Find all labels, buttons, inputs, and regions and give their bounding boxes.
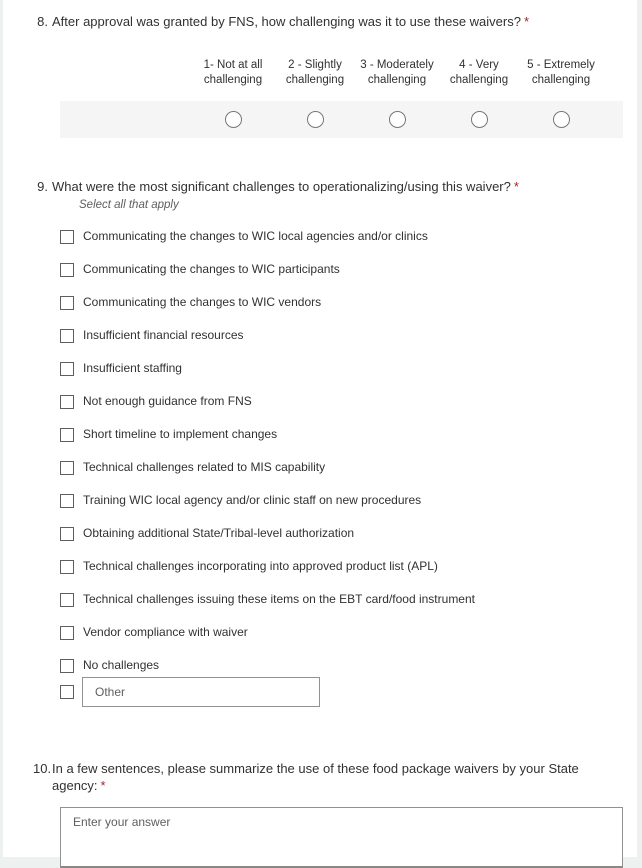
option-label: Technical challenges incorporating into approved product list (APL) (83, 559, 438, 574)
checkbox-options-list (60, 230, 637, 673)
rating-cell-4[interactable] (438, 111, 520, 128)
checkbox-option-row[interactable] (60, 362, 637, 376)
checkbox[interactable] (60, 560, 74, 574)
checkbox-option-row[interactable] (60, 329, 637, 343)
checkbox-option-row[interactable] (60, 395, 637, 409)
rating-header-2: 2 - Slightly challenging (285, 58, 345, 86)
checkbox-option-row[interactable] (60, 593, 637, 607)
checkbox-option-row[interactable] (60, 230, 637, 244)
question-10 (33, 761, 637, 795)
radio-button-4[interactable] (471, 111, 488, 128)
checkbox-option-row[interactable] (60, 461, 637, 475)
checkbox-option-row[interactable] (60, 527, 637, 541)
option-label: Communicating the changes to WIC participants (83, 262, 340, 277)
rating-cell-2[interactable] (274, 111, 356, 128)
required-asterisk: * (513, 178, 519, 194)
rating-cell-5[interactable] (520, 111, 602, 128)
other-text-input[interactable] (82, 677, 320, 707)
question-8-title (52, 14, 529, 31)
option-label: Technical challenges related to MIS capability (83, 460, 326, 475)
question-10-title (52, 761, 597, 795)
option-label: Vendor compliance with waiver (83, 625, 248, 640)
option-label: Obtaining additional State/Tribal-level authorization (83, 526, 355, 541)
checkbox[interactable] (60, 494, 74, 508)
radio-button-5[interactable] (553, 111, 570, 128)
question-9-number: 9. (37, 178, 48, 194)
option-label: Not enough guidance from FNS (83, 394, 252, 409)
checkbox[interactable] (60, 329, 74, 343)
question-10-number: 10. (33, 760, 52, 776)
option-label: Insufficient financial resources (83, 328, 244, 343)
question-9-title-text: What were the most significant challenges to operationalizing/using this waiver? (52, 178, 511, 194)
answer-textarea[interactable] (60, 807, 623, 868)
checkbox[interactable] (60, 428, 74, 442)
question-8-title-text: After approval was granted by FNS, how challenging was it to use these waivers? (52, 14, 521, 29)
checkbox-option-row[interactable] (60, 626, 637, 640)
other-option-row (60, 677, 637, 707)
option-label: No challenges (83, 658, 160, 673)
checkbox[interactable] (60, 659, 74, 673)
checkbox[interactable] (60, 296, 74, 310)
option-label: Technical challenges issuing these items on the EBT card/food instrument (83, 592, 475, 607)
form-card (3, 0, 637, 857)
radio-button-2[interactable] (307, 111, 324, 128)
checkbox-option-row[interactable] (60, 659, 637, 673)
option-label: Communicating the changes to WIC vendors (83, 295, 322, 310)
checkbox[interactable] (60, 263, 74, 277)
required-asterisk: * (523, 14, 530, 29)
checkbox[interactable] (60, 626, 74, 640)
rating-scale-headers (60, 58, 623, 88)
checkbox-option-row[interactable] (60, 494, 637, 508)
rating-header-4: 4 - Very challenging (449, 58, 509, 86)
rating-row (60, 101, 623, 138)
rating-cell-1[interactable] (192, 111, 274, 128)
other-checkbox[interactable] (60, 685, 74, 699)
checkbox[interactable] (60, 527, 74, 541)
option-label: Insufficient staffing (83, 361, 182, 376)
question-10-title-text: In a few sentences, please summarize the use of these food package waivers by your State agency: (52, 760, 579, 793)
checkbox[interactable] (60, 593, 74, 607)
rating-header-spacer (60, 58, 192, 88)
question-9-hint: Select all that apply (79, 198, 179, 211)
rating-header-3: 3 - Moderately challenging (360, 58, 434, 86)
option-label: Training WIC local agency and/or clinic staff on new procedures (83, 493, 422, 508)
checkbox-option-row[interactable] (60, 560, 637, 574)
checkbox-option-row[interactable] (60, 428, 637, 442)
radio-button-1[interactable] (225, 111, 242, 128)
option-label: Communicating the changes to WIC local agencies and/or clinics (83, 229, 428, 244)
checkbox[interactable] (60, 461, 74, 475)
question-9 (33, 179, 637, 196)
rating-header-5: 5 - Extremely challenging (527, 58, 595, 86)
question-8-number: 8. (37, 14, 48, 29)
checkbox-option-row[interactable] (60, 263, 637, 277)
question-9-title (52, 179, 519, 196)
rating-cell-3[interactable] (356, 111, 438, 128)
radio-button-3[interactable] (389, 111, 406, 128)
required-asterisk: * (100, 777, 106, 793)
checkbox[interactable] (60, 395, 74, 409)
checkbox-option-row[interactable] (60, 296, 637, 310)
checkbox[interactable] (60, 362, 74, 376)
rating-header-1: 1- Not at all challenging (203, 58, 263, 86)
checkbox[interactable] (60, 230, 74, 244)
option-label: Short timeline to implement changes (83, 427, 278, 442)
question-8 (33, 14, 637, 31)
